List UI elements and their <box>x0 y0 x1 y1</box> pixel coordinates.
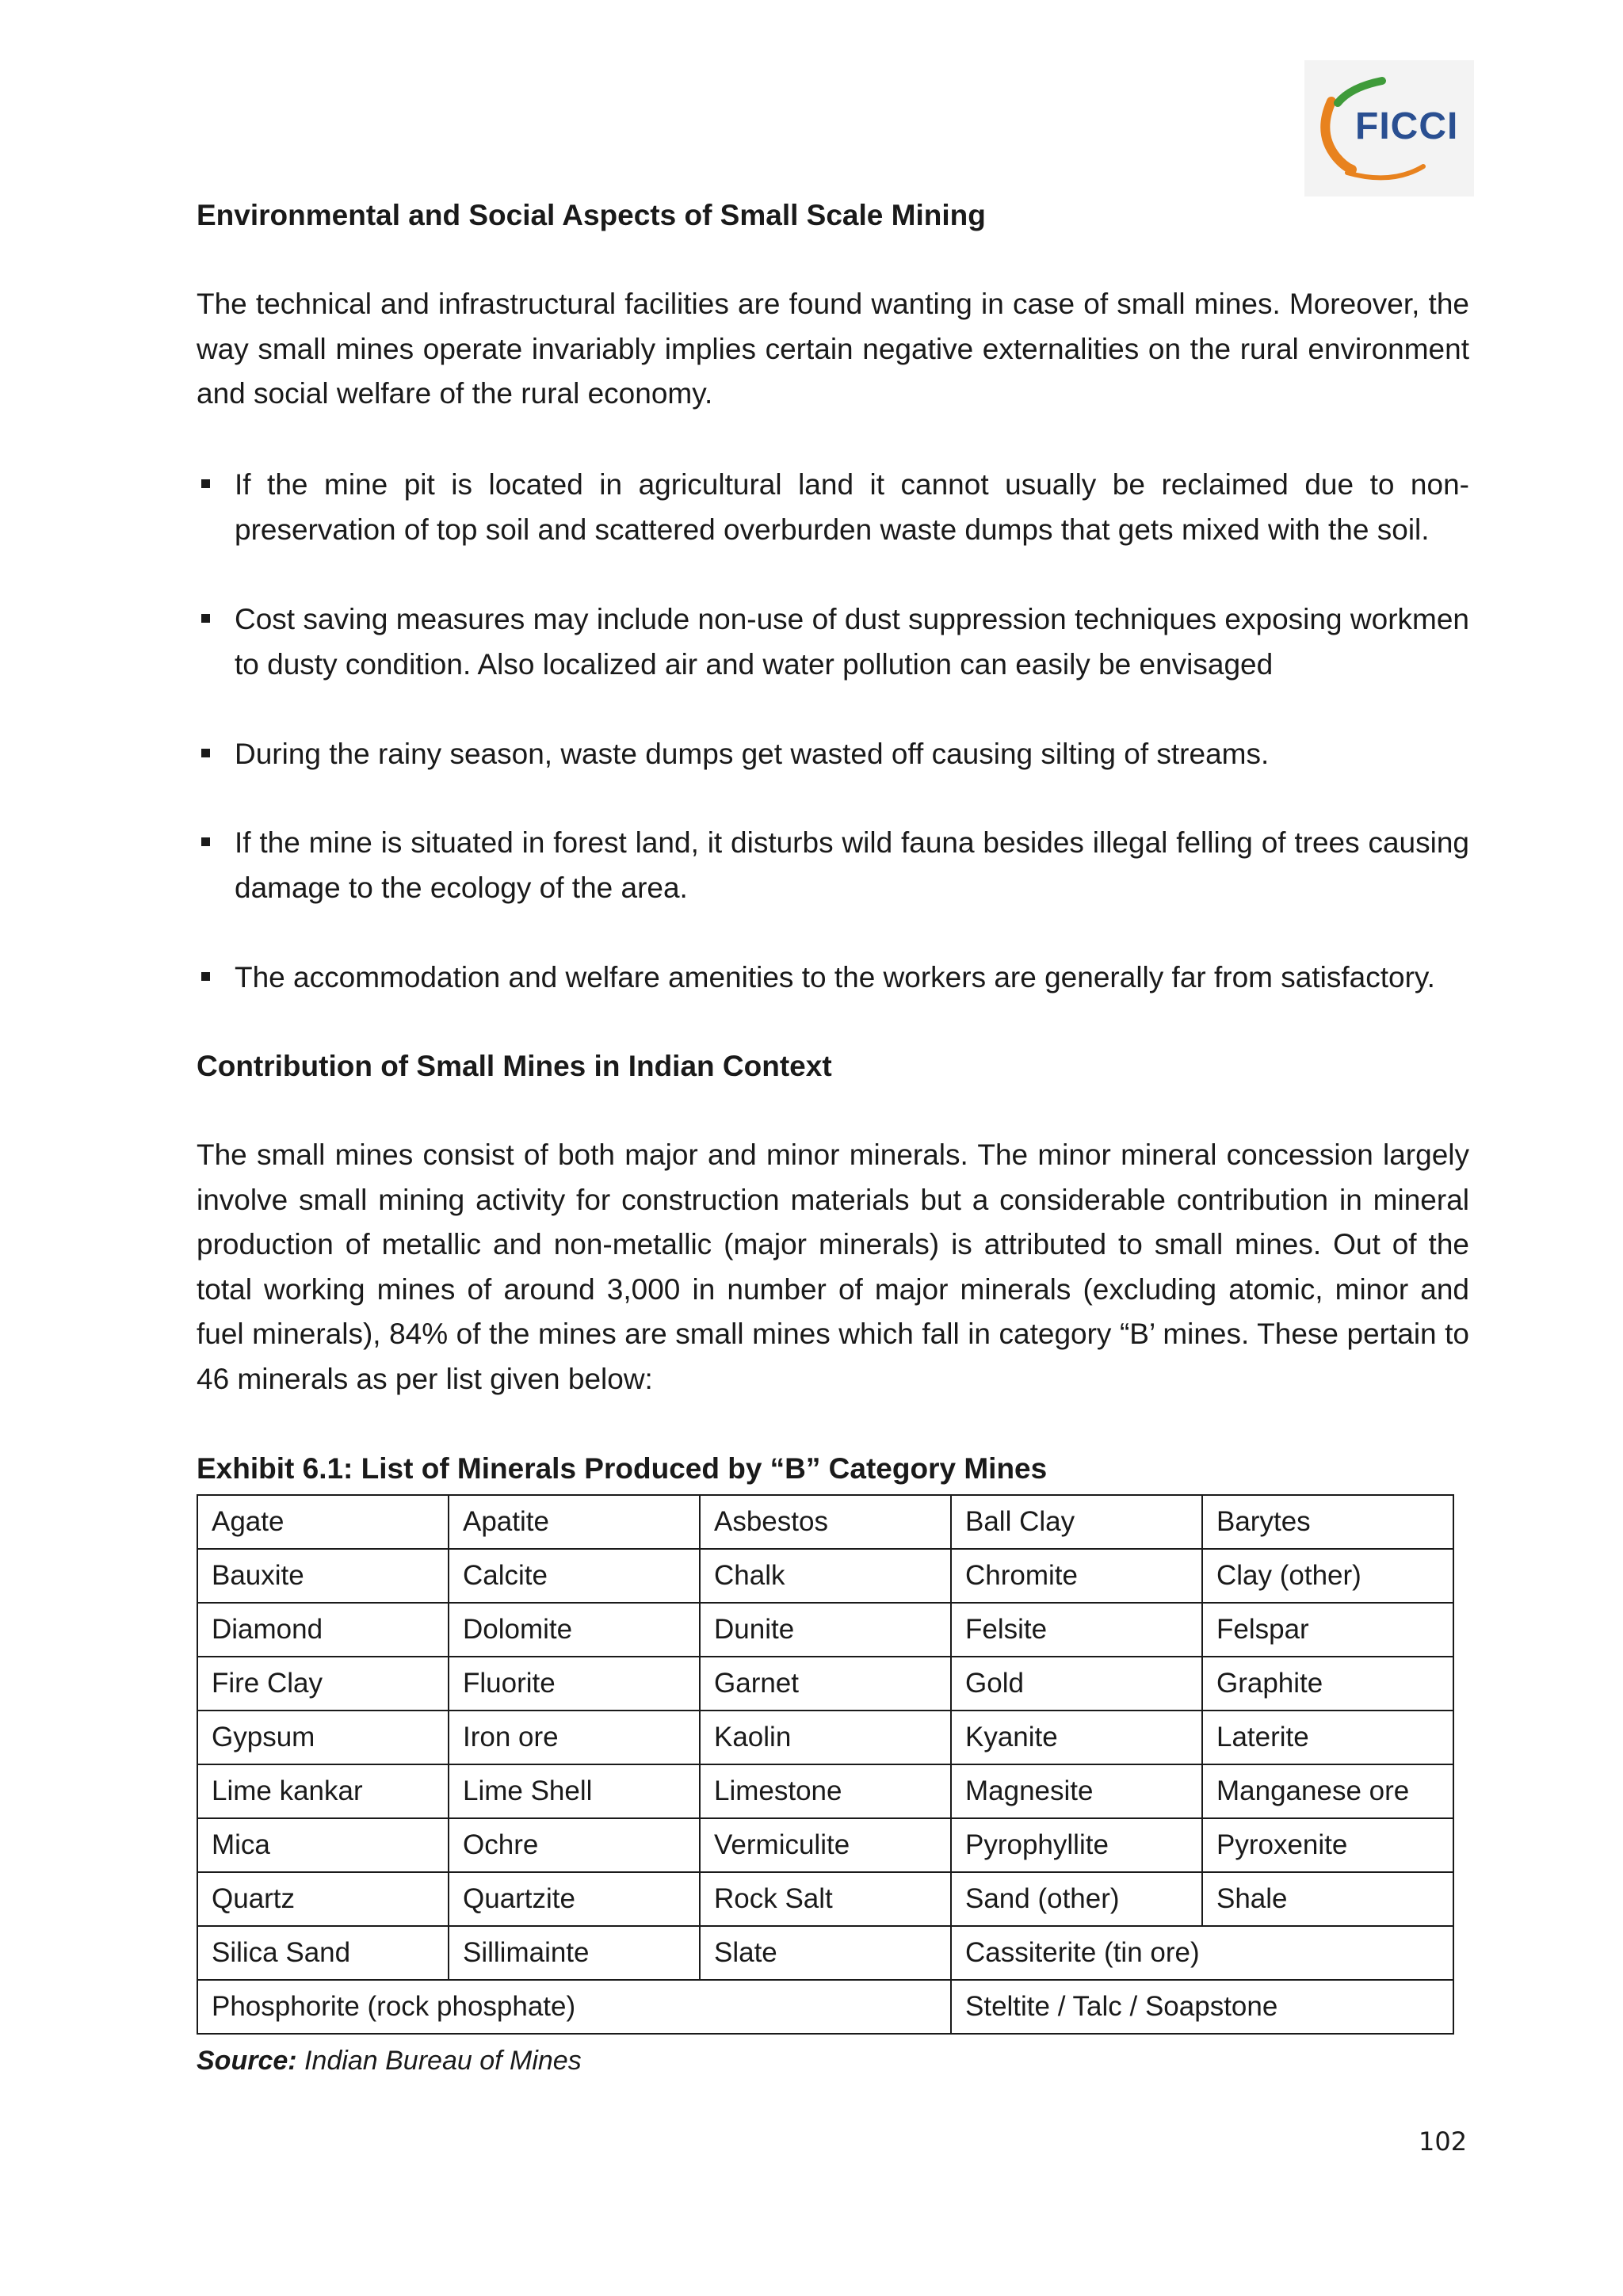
table-cell: Steltite / Talc / Soapstone <box>951 1980 1453 2034</box>
bullet-item <box>197 821 1469 910</box>
table-cell: Dolomite <box>449 1603 700 1657</box>
table-cell: Cassiterite (tin ore) <box>951 1926 1453 1980</box>
table-row <box>197 1711 1453 1764</box>
logo-text: FICCI <box>1355 105 1459 147</box>
table-cell: Silica Sand <box>197 1926 449 1980</box>
bullet-square-icon <box>201 837 210 846</box>
bullet-item <box>197 732 1469 777</box>
table-cell: Chalk <box>700 1549 951 1603</box>
table-cell: Kyanite <box>951 1711 1202 1764</box>
table-cell: Mica <box>197 1818 449 1872</box>
table-cell: Quartzite <box>449 1872 700 1926</box>
table-cell: Agate <box>197 1495 449 1549</box>
table-cell: Laterite <box>1202 1711 1453 1764</box>
table-cell: Ball Clay <box>951 1495 1202 1549</box>
table-cell: Apatite <box>449 1495 700 1549</box>
table-cell: Shale <box>1202 1872 1453 1926</box>
table-cell: Pyroxenite <box>1202 1818 1453 1872</box>
table-cell: Gypsum <box>197 1711 449 1764</box>
section-heading-contribution: Contribution of Small Mines in Indian Context <box>197 1050 832 1082</box>
minerals-table <box>197 1494 1454 2035</box>
table-cell: Pyrophyllite <box>951 1818 1202 1872</box>
table-row <box>197 1818 1453 1872</box>
bullet-text: If the mine is situated in forest land, it disturbs wild fauna besides illegal felling of trees causing damage to the ecology of the area. <box>235 826 1469 904</box>
table-cell: Fire Clay <box>197 1657 449 1711</box>
table-cell: Kaolin <box>700 1711 951 1764</box>
table-cell: Felsite <box>951 1603 1202 1657</box>
table-cell: Barytes <box>1202 1495 1453 1549</box>
table-cell: Gold <box>951 1657 1202 1711</box>
section-heading-environmental: Environmental and Social Aspects of Small Scale Mining <box>197 199 986 231</box>
table-row <box>197 1764 1453 1818</box>
bullet-text: The accommodation and welfare amenities to the workers are generally far from satisfactory. <box>235 961 1435 994</box>
bullet-square-icon <box>201 972 210 981</box>
table-row <box>197 1926 1453 1980</box>
table-cell: Lime Shell <box>449 1764 700 1818</box>
bullet-item <box>197 955 1469 1001</box>
table-cell: Clay (other) <box>1202 1549 1453 1603</box>
exhibit-title: Exhibit 6.1: List of Minerals Produced by “B” Category Mines <box>197 1452 1048 1485</box>
table-cell: Limestone <box>700 1764 951 1818</box>
table-source <box>197 2046 582 2077</box>
table-cell: Calcite <box>449 1549 700 1603</box>
table-cell: Rock Salt <box>700 1872 951 1926</box>
table-cell: Dunite <box>700 1603 951 1657</box>
table-cell: Quartz <box>197 1872 449 1926</box>
table-row <box>197 1872 1453 1926</box>
source-text: Indian Bureau of Mines <box>304 2046 582 2076</box>
table-row <box>197 1495 1453 1549</box>
table-cell: Chromite <box>951 1549 1202 1603</box>
table-cell: Sand (other) <box>951 1872 1202 1926</box>
table-cell: Graphite <box>1202 1657 1453 1711</box>
table-row <box>197 1549 1453 1603</box>
table-row <box>197 1980 1453 2034</box>
table-cell: Asbestos <box>700 1495 951 1549</box>
bullet-item <box>197 463 1469 552</box>
table-cell: Fluorite <box>449 1657 700 1711</box>
bullet-text: Cost saving measures may include non-use of dust suppression techniques exposing workmen to dusty condition. Also localized air and water pollution can easily be envisaged <box>235 603 1469 681</box>
bullet-square-icon <box>201 749 210 757</box>
table-cell: Vermiculite <box>700 1818 951 1872</box>
table-cell: Slate <box>700 1926 951 1980</box>
table-cell: Felspar <box>1202 1603 1453 1657</box>
bullet-square-icon <box>201 479 210 488</box>
table-cell: Bauxite <box>197 1549 449 1603</box>
contribution-paragraph: The small mines consist of both major and minor minerals. The minor mineral concession largely involve small mining activity for construction materials but a considerable contribution in mineral production of metallic and non-metallic (major minerals) is attributed to small mines. Out of the total working mines of around 3,000 in number of major minerals (excluding atomic, minor and fuel minerals), 84% of the mines are small mines which fall in category “B’ mines. These pertain to 46 minerals as per list given below: <box>197 1138 1469 1395</box>
bullet-text: During the rainy season, waste dumps get wasted off causing silting of streams. <box>235 738 1270 770</box>
table-row <box>197 1603 1453 1657</box>
bullet-item <box>197 597 1469 687</box>
source-label: Source: <box>197 2046 297 2076</box>
table-cell: Phosphorite (rock phosphate) <box>197 1980 951 2034</box>
table-cell: Garnet <box>700 1657 951 1711</box>
bullet-text: If the mine pit is located in agricultural land it cannot usually be reclaimed due to non-preservation of top soil and scattered overburden waste dumps that gets mixed with the soil. <box>235 468 1469 546</box>
table-cell: Sillimainte <box>449 1926 700 1980</box>
table-row <box>197 1657 1453 1711</box>
intro-paragraph: The technical and infrastructural facilities are found wanting in case of small mines. Moreover, the way small mines operate invariably implies certain negative externalities on the rural environment and social welfare of the rural economy. <box>197 288 1469 410</box>
table-cell: Iron ore <box>449 1711 700 1764</box>
page-number: 102 <box>1419 2126 1468 2157</box>
table-cell: Lime kankar <box>197 1764 449 1818</box>
table-cell: Magnesite <box>951 1764 1202 1818</box>
table-cell: Ochre <box>449 1818 700 1872</box>
bullet-square-icon <box>201 614 210 623</box>
table-cell: Manganese ore <box>1202 1764 1453 1818</box>
ficci-logo <box>1304 60 1474 196</box>
table-cell: Diamond <box>197 1603 449 1657</box>
